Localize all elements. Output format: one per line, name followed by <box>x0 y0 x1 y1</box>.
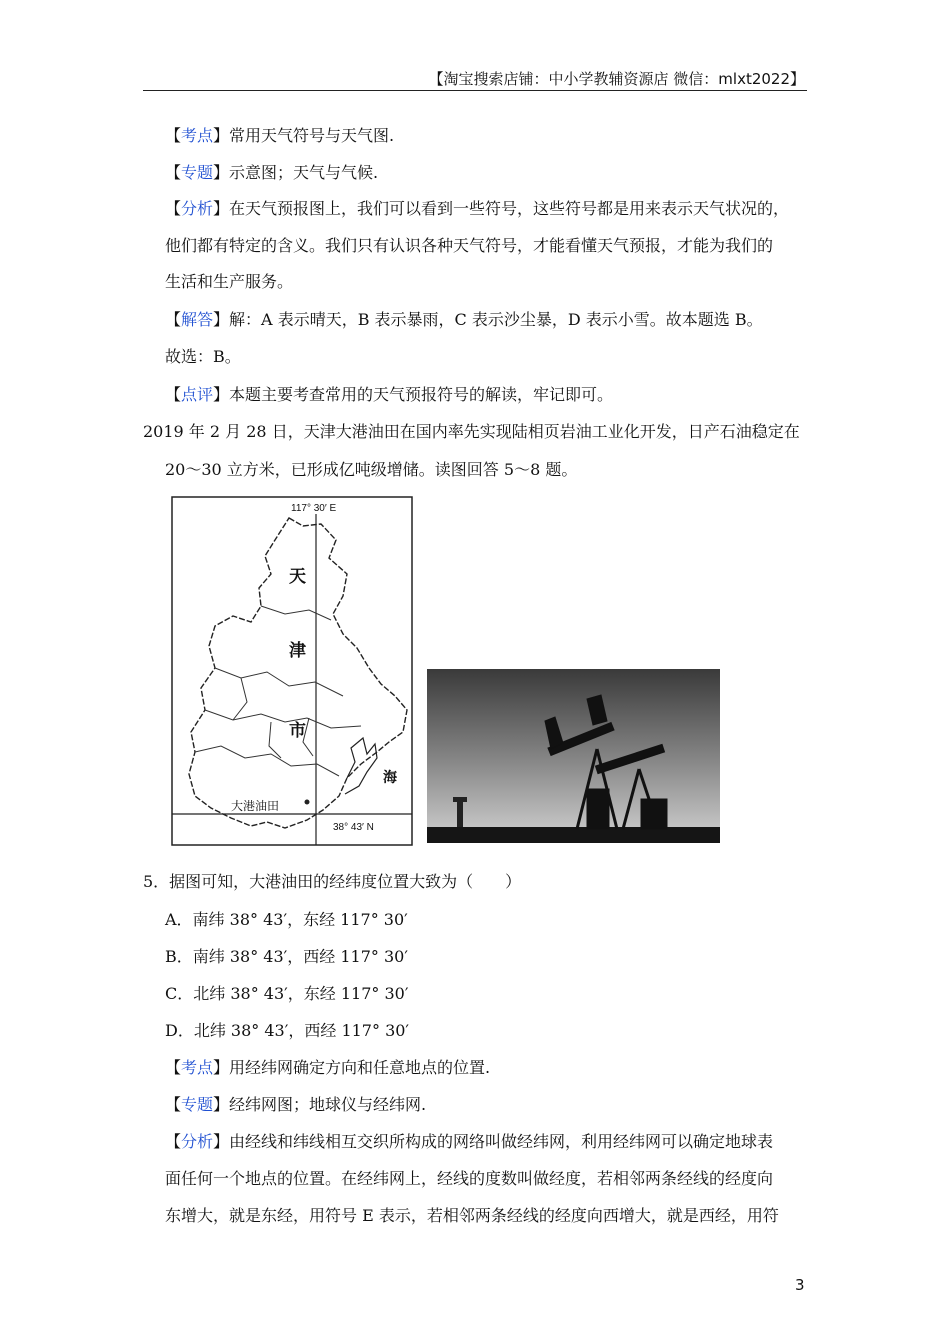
fenxi-line2-q4: 他们都有特定的含义。我们只有认识各种天气符号，才能看懂天气预报，才能为我们的 <box>165 236 774 255</box>
map-char-jin: 津 <box>289 641 306 661</box>
fenxi-line1-q4 <box>165 199 789 219</box>
fenxi-line1-q5 <box>165 1132 773 1152</box>
longitude-label: 117° 30′ E <box>291 503 337 514</box>
latitude-label: 38° 43′ N <box>333 822 374 833</box>
fenxi-line2-q5: 面任何一个地点的位置。在经纬网上，经线的度数叫做经度，若相邻两条经线的经度向 <box>165 1169 774 1188</box>
oilfield-marker <box>305 800 310 805</box>
dianping-tag: 【点评】 <box>165 385 230 404</box>
kaodian-text: 常用天气符号与天气图. <box>229 126 395 145</box>
kaodian-line-q5 <box>165 1058 490 1078</box>
oilfield-label: 大港油田 <box>231 799 280 813</box>
kaodian-tag: 【考点】 <box>165 126 230 145</box>
intro-line2: 20～30 立方米，已形成亿吨级增储。读图回答 5～8 题。 <box>165 460 578 479</box>
header-rule <box>143 90 807 91</box>
dianping-text: 本题主要考查常用的天气预报符号的解读，牢记即可。 <box>229 385 614 404</box>
page-header: 【淘宝搜索店铺：中小学教辅资源店 微信：mlxt2022】 <box>428 70 805 88</box>
map-char-hai: 海 <box>383 770 397 786</box>
jieda-text: 解：A 表示晴天，B 表示暴雨，C 表示沙尘暴，D 表示小雪。故本题选 B。 <box>229 310 763 329</box>
fenxi-text: 由经线和纬线相互交织所构成的网络叫做经纬网，利用经纬网可以确定地球表 <box>229 1132 774 1151</box>
guxuan-line-q4: 故选：B。 <box>165 347 241 366</box>
map-char-shi: 市 <box>289 721 306 741</box>
option-a: A．南纬 38° 43′，东经 117° 30′ <box>165 910 408 929</box>
distant-rig <box>457 801 463 827</box>
question5-stem: 5．据图可知，大港油田的经纬度位置大致为（ ） <box>143 872 522 891</box>
fenxi-tag: 【分析】 <box>165 1132 230 1151</box>
tianjin-map <box>171 496 413 846</box>
photo-ground <box>427 827 720 843</box>
page-number: 3 <box>795 1276 805 1294</box>
zhuanti-tag: 【专题】 <box>165 163 230 182</box>
option-b: B．南纬 38° 43′，西经 117° 30′ <box>165 947 408 966</box>
option-c: C．北纬 38° 43′，东经 117° 30′ <box>165 984 409 1003</box>
kaodian-tag: 【考点】 <box>165 1058 230 1077</box>
jieda-tag: 【解答】 <box>165 310 230 329</box>
kaodian-text: 用经纬网确定方向和任意地点的位置. <box>229 1058 491 1077</box>
map-frame <box>172 497 412 845</box>
kaodian-line-q4 <box>165 126 394 146</box>
zhuanti-text: 示意图；天气与气候. <box>229 163 379 182</box>
fenxi-line3-q5: 东增大，就是东经，用符号 E 表示，若相邻两条经线的经度向西增大，就是西经，用符 <box>165 1206 779 1225</box>
dianping-line-q4 <box>165 385 613 405</box>
zhuanti-text: 经纬网图；地球仪与经纬网. <box>229 1095 427 1114</box>
photo-sky <box>427 669 720 843</box>
fenxi-text: 在天气预报图上，我们可以看到一些符号，这些符号都是用来表示天气状况的， <box>229 199 790 218</box>
intro-line1: 2019 年 2 月 28 日，天津大港油田在国内率先实现陆相页岩油工业化开发，日产石油稳定在 <box>143 422 800 441</box>
option-d: D．北纬 38° 43′，西经 117° 30′ <box>165 1021 410 1040</box>
fenxi-tag: 【分析】 <box>165 199 230 218</box>
map-char-tian: 天 <box>289 567 306 587</box>
zhuanti-line-q4 <box>165 163 378 183</box>
jieda-line-q4 <box>165 310 763 330</box>
oil-pump-photo <box>427 669 720 843</box>
zhuanti-tag: 【专题】 <box>165 1095 230 1114</box>
zhuanti-line-q5 <box>165 1095 426 1115</box>
fenxi-line3-q4: 生活和生产服务。 <box>165 272 294 291</box>
